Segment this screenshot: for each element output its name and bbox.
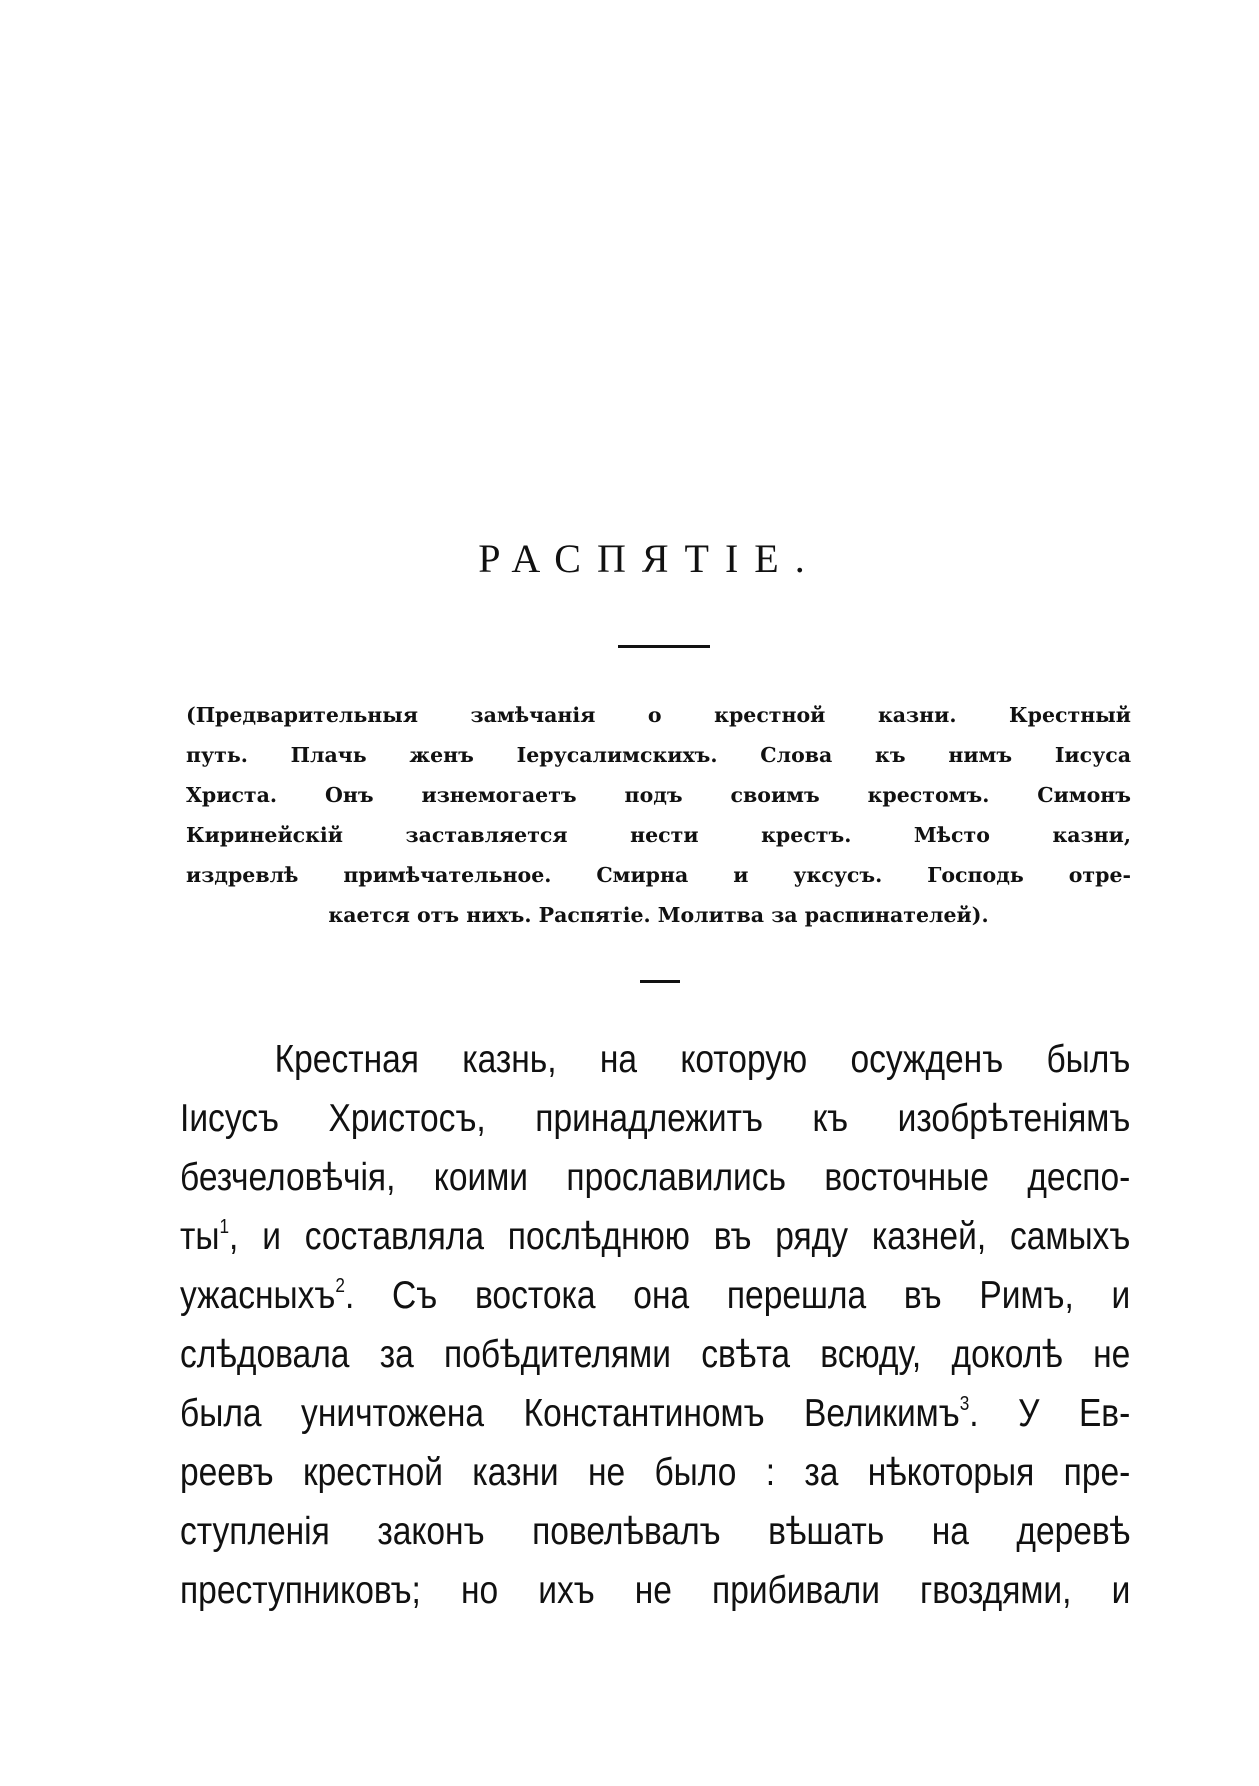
summary-line: (Предварительныя замѣчанія о крестной казни. Крестный	[186, 703, 1131, 727]
body-paragraph	[180, 1030, 1131, 1620]
body-text-fragment: ужасныхъ	[180, 1274, 336, 1317]
body-text-fragment: . Съ востока она перешла въ Римъ, и	[344, 1274, 1131, 1317]
body-line: ступленія законъ повелѣвалъ вѣшать на деревѣ	[180, 1510, 1131, 1553]
body-line: слѣдовала за побѣдителями свѣта всюду, доколѣ не	[180, 1333, 1131, 1376]
body-line	[180, 1384, 1130, 1443]
summary-line: Киринейскій заставляется нести крестъ. Мѣсто казни,	[186, 823, 1131, 847]
body-line: Крестная казнь, на которую осужденъ былъ	[274, 1038, 1131, 1081]
body-text-fragment: . У Ев-	[969, 1392, 1131, 1435]
summary-line: издревлѣ примѣчательное. Смирна и уксусъ. Господь отре-	[186, 863, 1131, 887]
body-line: реевъ крестной казни не было : за нѣкоторыя пре-	[180, 1451, 1131, 1494]
body-line: Іисусъ Христосъ, принадлежитъ къ изобрѣтеніямъ	[180, 1097, 1131, 1140]
footnote-marker[interactable]: 1	[219, 1216, 230, 1238]
body-text-fragment: ты	[180, 1215, 220, 1258]
chapter-title: РАСПЯТІЕ.	[478, 536, 821, 581]
body-line: преступниковъ; но ихъ не прибивали гвоздями, и	[180, 1569, 1131, 1612]
summary-line: Христа. Онъ изнемогаетъ подъ своимъ крестомъ. Симонъ	[186, 783, 1131, 807]
body-text-fragment: , и составляла послѣднюю въ ряду казней, самыхъ	[229, 1215, 1131, 1258]
footnote-marker[interactable]: 3	[959, 1393, 970, 1415]
summary-line: кается отъ нихъ. Распятіе. Молитва за распинателей).	[328, 903, 989, 927]
title-divider	[618, 645, 710, 648]
body-line	[180, 1266, 1130, 1325]
body-text-fragment: была уничтожена Константиномъ Великимъ	[180, 1392, 960, 1435]
footnote-marker[interactable]: 2	[335, 1275, 345, 1297]
body-line: безчеловѣчія, коими прославились восточные деспо-	[180, 1156, 1131, 1199]
summary-line: путь. Плачь женъ Іерусалимскихъ. Слова къ нимъ Іисуса	[186, 743, 1131, 767]
body-line	[180, 1207, 1130, 1266]
chapter-summary	[186, 695, 1131, 935]
summary-divider	[640, 980, 680, 983]
